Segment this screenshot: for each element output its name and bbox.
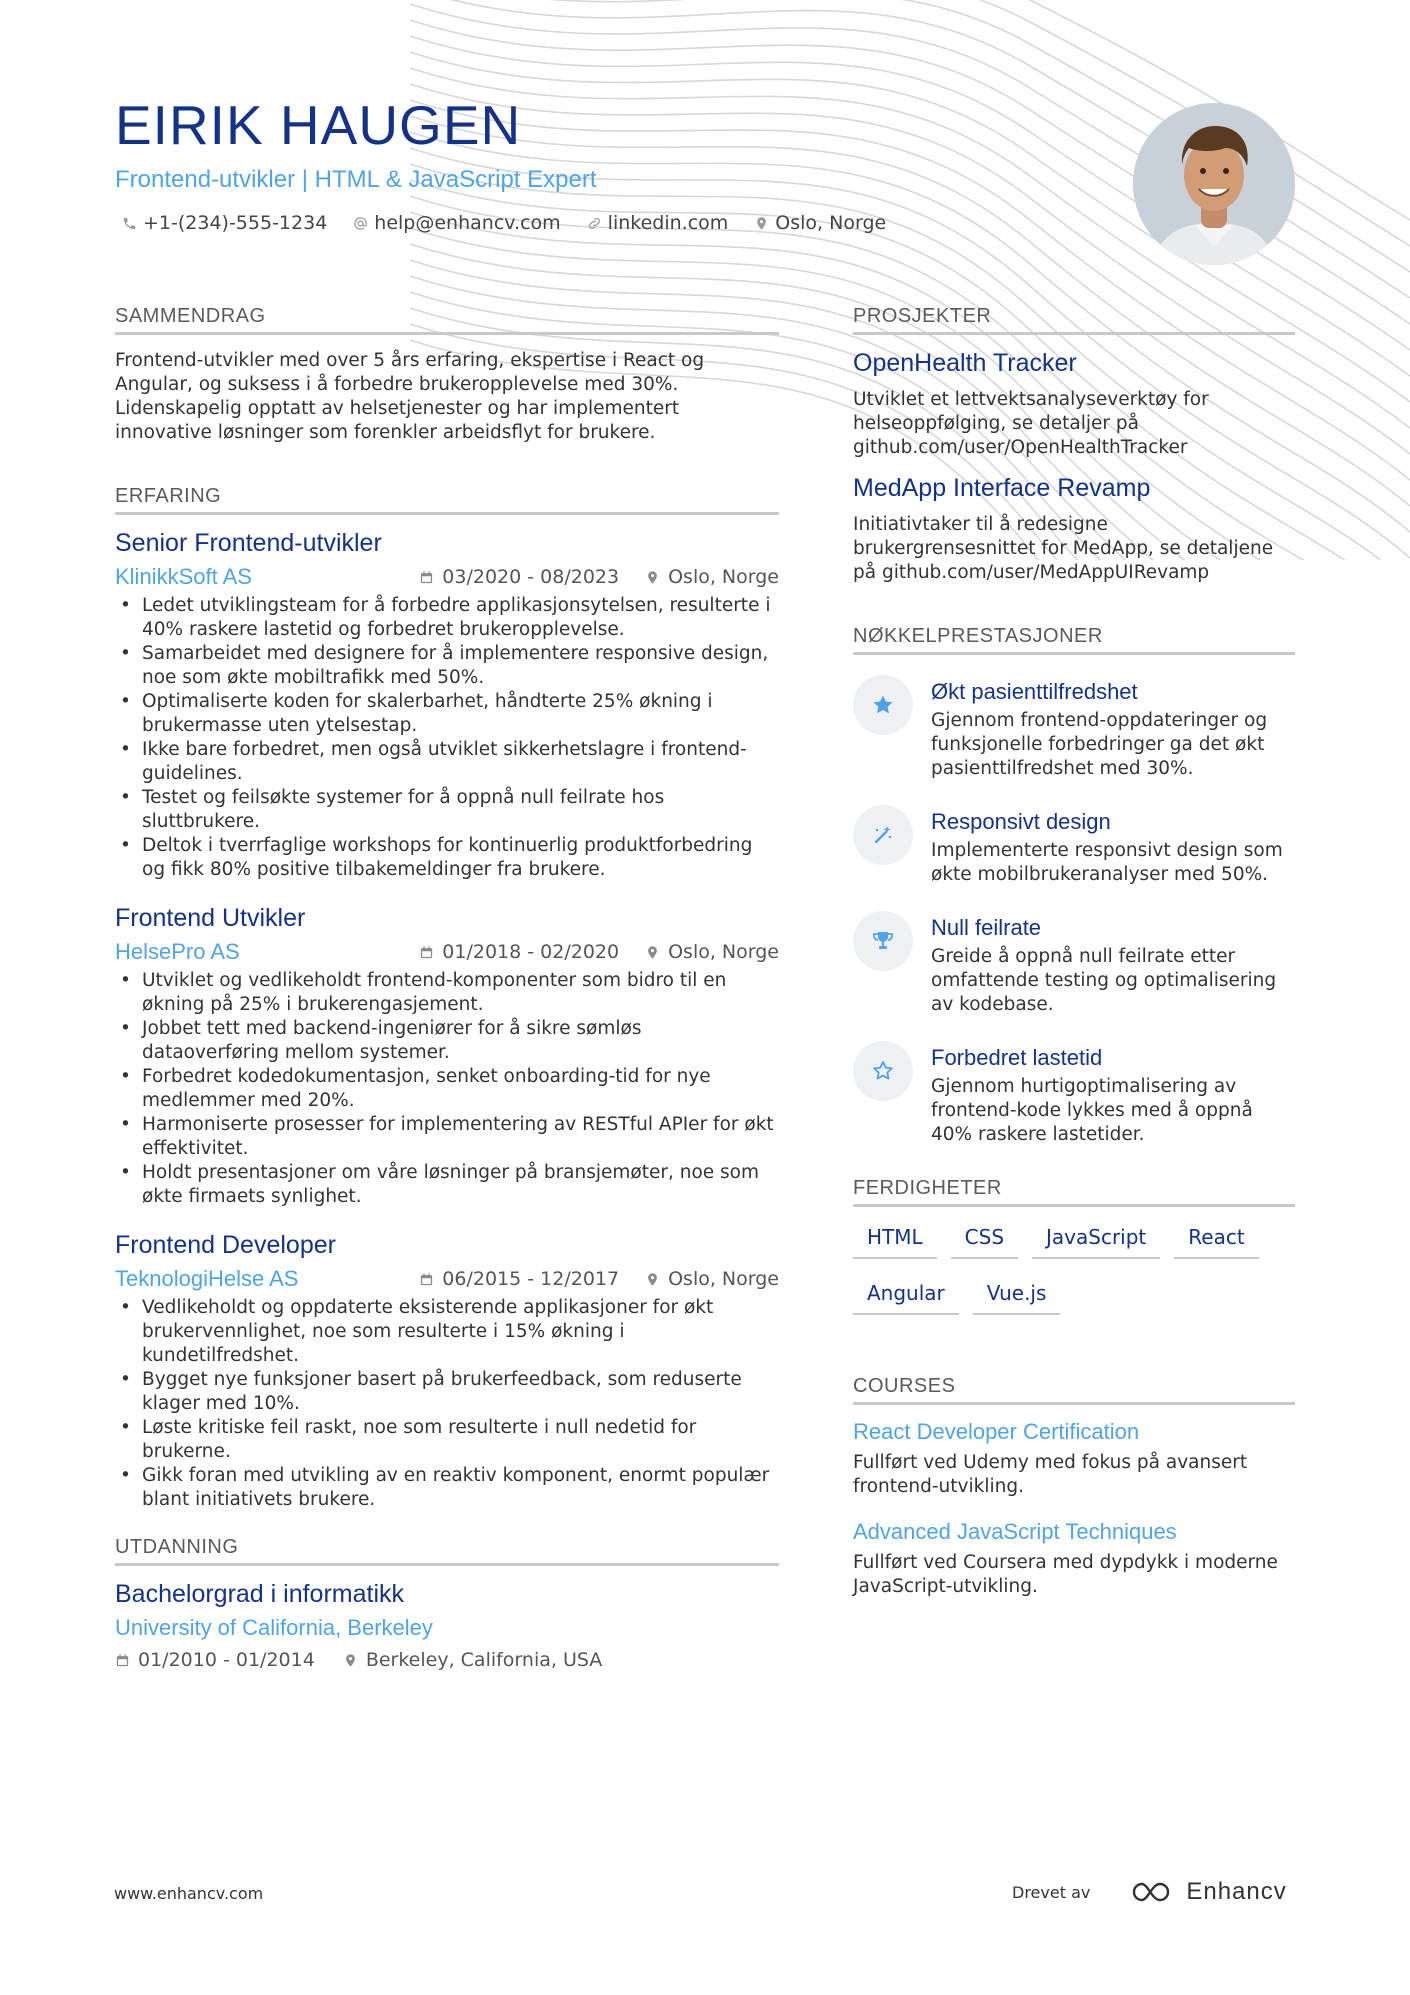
- achievement-icon-wrap: [853, 911, 913, 971]
- course-description: Fullført ved Udemy med fokus på avansert frontend-utvikling.: [853, 1452, 1248, 1497]
- projects-heading: PROSJEKTER: [853, 305, 1295, 335]
- at-icon: [353, 216, 368, 231]
- footer-branding: [1012, 1878, 1287, 1906]
- achievement-item: [853, 805, 1295, 887]
- contact-location-text: Oslo, Norge: [775, 212, 887, 234]
- project-item: [853, 474, 1295, 585]
- achievements-heading: NØKKELPRESTASJONER: [853, 625, 1295, 655]
- skills-section: [853, 1177, 1295, 1315]
- job-entry: [115, 904, 779, 1209]
- star-filled-icon: [871, 693, 895, 717]
- location-icon: [754, 216, 769, 231]
- education-meta: [115, 1649, 779, 1671]
- brand-name: Enhancv: [1186, 1878, 1287, 1905]
- projects-section: [853, 305, 1295, 585]
- job-title: Frontend Developer: [115, 1231, 336, 1259]
- summary-heading: SAMMENDRAG: [115, 305, 779, 335]
- job-dates-text: 01/2018 - 02/2020: [442, 941, 620, 963]
- skill-tag: React: [1174, 1225, 1258, 1259]
- education-location: [343, 1649, 602, 1671]
- job-bullet: • Jobbet tett med backend-ingeniører for å sikre sømløs dataoverføring mellom systemer.: [115, 1017, 779, 1065]
- job-entry: [115, 1231, 779, 1512]
- skill-tag: JavaScript: [1032, 1225, 1160, 1259]
- job-bullet: • Harmoniserte prosesser for implementering av RESTful APIer for økt effektivitet.: [115, 1113, 779, 1161]
- project-item: [853, 349, 1295, 460]
- candidate-name: EIRIK HAUGEN: [115, 94, 522, 156]
- calendar-icon: [419, 945, 434, 960]
- achievement-title: Forbedret lastetid: [931, 1045, 1103, 1070]
- star-outline-icon: [871, 1059, 895, 1083]
- job-dates: [419, 566, 619, 588]
- achievement-text: Gjennom frontend-oppdateringer og funksjonelle forbedringer ga det økt pasienttilfredshet med 30%.: [931, 710, 1268, 779]
- course-title: Advanced JavaScript Techniques: [853, 1519, 1177, 1544]
- job-bullet: • Ledet utviklingsteam for å forbedre applikasjonsytelsen, resulterte i 40% raskere lastetid og forbedret brukeropplevelse.: [115, 594, 779, 642]
- right-column: [853, 305, 1295, 1619]
- job-location-text: Oslo, Norge: [668, 941, 779, 963]
- job-bullet: • Gikk foran med utvikling av en reaktiv komponent, enormt populær blant initiativets brukere.: [115, 1464, 779, 1512]
- job-bullets: [115, 1296, 779, 1512]
- job-location: [645, 566, 779, 588]
- project-title: MedApp Interface Revamp: [853, 474, 1151, 502]
- phone-icon: [122, 216, 137, 231]
- education-dates-text: 01/2010 - 01/2014: [138, 1649, 315, 1671]
- footer-website[interactable]: www.enhancv.com: [114, 1884, 264, 1903]
- contact-email[interactable]: [353, 212, 560, 234]
- project-description: Initiativtaker til å redesigne brukergrensesnittet for MedApp, se detaljene på github.com/user/MedAppUIRevamp: [853, 514, 1274, 583]
- achievement-text: Gjennom hurtigoptimalisering av frontend-kode lykkes med å oppnå 40% raskere lastetider.: [931, 1076, 1253, 1145]
- courses-section: [853, 1375, 1295, 1599]
- job-bullet: • Samarbeidet med designere for å implementere responsive design, noe som økte mobiltrafikk med 50%.: [115, 642, 779, 690]
- job-bullet: • Løste kritiske feil raskt, noe som resulterte i null nedetid for brukerne.: [115, 1416, 779, 1464]
- achievements-section: [853, 625, 1295, 1147]
- job-title: Senior Frontend-utvikler: [115, 529, 382, 557]
- job-location: [645, 941, 779, 963]
- job-bullets: [115, 969, 779, 1209]
- achievement-title: Null feilrate: [931, 915, 1042, 940]
- company-name: KlinikkSoft AS: [115, 564, 252, 589]
- job-meta-right: [419, 941, 779, 963]
- location-icon: [343, 1653, 358, 1668]
- job-meta-right: [419, 566, 779, 588]
- course-description: Fullført ved Coursera med dypdykk i moderne JavaScript-utvikling.: [853, 1552, 1278, 1597]
- job-dates-text: 06/2015 - 12/2017: [442, 1268, 620, 1290]
- job-bullet: • Ikke bare forbedret, men også utviklet sikkerhetslagre i frontend-guidelines.: [115, 738, 779, 786]
- calendar-icon: [419, 570, 434, 585]
- contact-phone-text: +1-(234)-555-1234: [143, 212, 328, 234]
- company-name: HelsePro AS: [115, 939, 240, 964]
- skill-tag: HTML: [853, 1225, 937, 1259]
- achievement-item: [853, 911, 1295, 1017]
- education-heading: UTDANNING: [115, 1536, 779, 1566]
- contact-phone[interactable]: [122, 212, 327, 234]
- powered-by-label: Drevet av: [1012, 1882, 1091, 1902]
- course-item: [853, 1419, 1295, 1499]
- summary-section: [115, 305, 779, 445]
- enhancv-logo-icon: [1130, 1880, 1176, 1904]
- skills-list: [853, 1225, 1295, 1315]
- skill-tag: CSS: [951, 1225, 1018, 1259]
- skill-tag: Vue.js: [973, 1281, 1061, 1315]
- contact-location: [754, 212, 886, 234]
- brand-logo[interactable]: [1130, 1878, 1286, 1906]
- education-section: [115, 1536, 779, 1671]
- contact-linkedin[interactable]: [587, 212, 729, 234]
- job-bullet: • Vedlikeholdt og oppdaterte eksisterende applikasjoner for økt brukervennlighet, noe som resulterte i 15% økning i kundetilfredshet.: [115, 1296, 779, 1368]
- job-dates-text: 03/2020 - 08/2023: [442, 566, 620, 588]
- company-name: TeknologiHelse AS: [115, 1266, 299, 1291]
- achievement-title: Responsivt design: [931, 809, 1111, 834]
- job-bullet: • Deltok i tverrfaglige workshops for kontinuerlig produktforbedring og fikk 80% positive tilbakemeldinger fra brukere.: [115, 834, 779, 882]
- experience-heading: ERFARING: [115, 485, 779, 515]
- achievement-text: Greide å oppnå null feilrate etter omfattende testing og optimalisering av kodebase.: [931, 946, 1277, 1015]
- link-icon: [587, 216, 602, 231]
- job-bullet: • Optimaliserte koden for skalerbarhet, håndterte 25% økning i brukermasse uten ytelsestap.: [115, 690, 779, 738]
- achievement-icon-wrap: [853, 675, 913, 735]
- job-bullet: • Utviklet og vedlikeholdt frontend-komponenter som bidro til en økning på 25% i brukerengasjement.: [115, 969, 779, 1017]
- job-location-text: Oslo, Norge: [668, 566, 779, 588]
- summary-text: Frontend-utvikler med over 5 års erfaring, ekspertise i React og Angular, og suksess i å forbedre brukeropplevelse med 30%. Lidenskapelig opptatt av helsetjenester og har implementert innovative løsninger som forenkler arbeidsflyt for brukere.: [115, 350, 705, 443]
- job-entry: [115, 529, 779, 882]
- job-dates: [419, 1268, 619, 1290]
- achievement-item: [853, 1041, 1295, 1147]
- achievement-text: Implementerte responsivt design som økte mobilbrukeranalyser med 50%.: [931, 840, 1283, 885]
- contact-linkedin-text: linkedin.com: [607, 212, 729, 234]
- achievement-item: [853, 675, 1295, 781]
- location-icon: [645, 1272, 660, 1287]
- job-title: Frontend Utvikler: [115, 904, 306, 932]
- calendar-icon: [419, 1272, 434, 1287]
- job-bullet: • Bygget nye funksjoner basert på brukerfeedback, som reduserte klager med 10%.: [115, 1368, 779, 1416]
- trophy-icon: [871, 929, 895, 953]
- avatar: [1133, 103, 1295, 265]
- course-title: React Developer Certification: [853, 1419, 1140, 1444]
- job-meta: [115, 939, 779, 965]
- achievement-icon-wrap: [853, 1041, 913, 1101]
- job-meta: [115, 1266, 779, 1292]
- achievement-icon-wrap: [853, 805, 913, 865]
- skill-tag: Angular: [853, 1281, 959, 1315]
- degree-title: Bachelorgrad i informatikk: [115, 1580, 405, 1608]
- job-list: [115, 529, 779, 1512]
- experience-section: [115, 485, 779, 1512]
- course-item: [853, 1519, 1295, 1599]
- left-column: [115, 305, 779, 1671]
- location-icon: [645, 570, 660, 585]
- contact-row: [122, 212, 886, 234]
- school-name: University of California, Berkeley: [115, 1615, 433, 1640]
- project-description: Utviklet et lettvektsanalyseverktøy for helseoppfølging, se detaljer på github.com/user/OpenHealthTracker: [853, 389, 1209, 458]
- job-dates: [419, 941, 619, 963]
- wand-icon: [871, 823, 895, 847]
- project-title: OpenHealth Tracker: [853, 349, 1077, 377]
- education-location-text: Berkeley, California, USA: [365, 1649, 603, 1671]
- job-bullet: • Forbedret kodedokumentasjon, senket onboarding-tid for nye medlemmer med 20%.: [115, 1065, 779, 1113]
- achievement-title: Økt pasienttilfredshet: [931, 679, 1138, 704]
- calendar-icon: [115, 1653, 130, 1668]
- job-location: [645, 1268, 779, 1290]
- location-icon: [645, 945, 660, 960]
- courses-heading: COURSES: [853, 1375, 1295, 1405]
- job-bullets: [115, 594, 779, 882]
- job-bullet: • Holdt presentasjoner om våre løsninger på bransjemøter, noe som økte firmaets synlighet.: [115, 1161, 779, 1209]
- education-dates: [115, 1649, 315, 1671]
- job-meta-right: [419, 1268, 779, 1290]
- candidate-headline: Frontend-utvikler | HTML & JavaScript Expert: [115, 166, 597, 193]
- skills-heading: FERDIGHETER: [853, 1177, 1295, 1207]
- contact-email-text: help@enhancv.com: [374, 212, 561, 234]
- job-bullet: • Testet og feilsøkte systemer for å oppnå null feilrate hos sluttbrukere.: [115, 786, 779, 834]
- job-location-text: Oslo, Norge: [668, 1268, 779, 1290]
- job-meta: [115, 564, 779, 590]
